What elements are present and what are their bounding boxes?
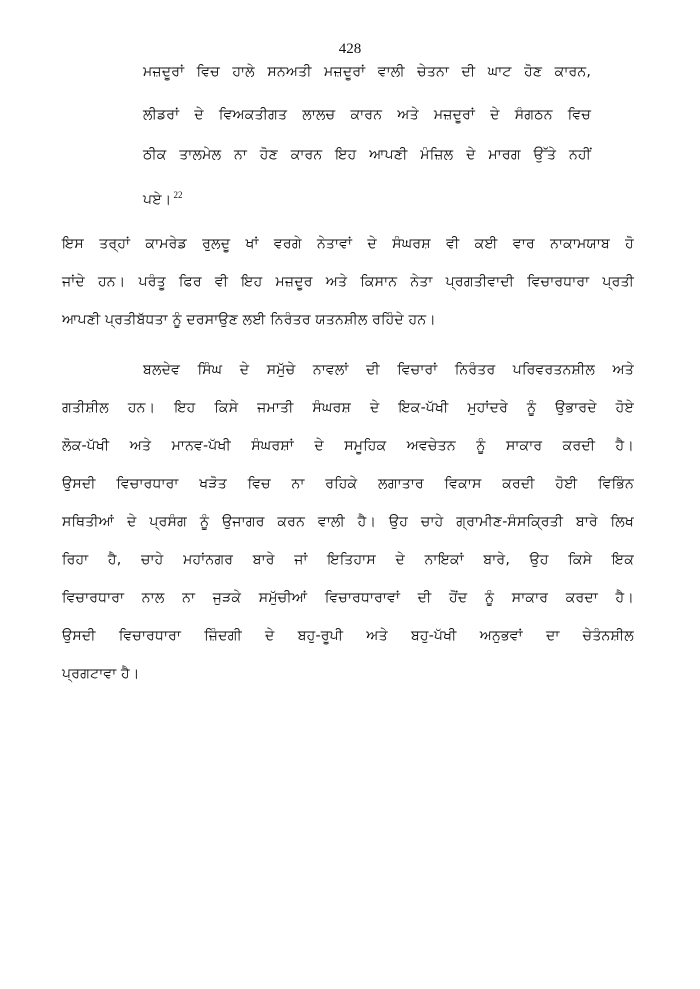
footnote-reference: 22 bbox=[173, 190, 183, 200]
paragraph-line: ਆਪਣੀ ਪ੍ਰਤੀਬੱਧਤਾ ਨੂੰ ਦਰਸਾਉਣ ਲਈ ਨਿਰੰਤਰ ਯਤਨਸ਼ੀਲ ਰਹਿੰਦੇ ਹਨ। bbox=[62, 312, 436, 328]
paragraph-line: ਵਿਚਾਰਧਾਰਾ ਨਾਲ ਨਾ ਜੁੜਕੇ ਸਮੁੱਚੀਆਂ ਵਿਚਾਰਧਾਰਾਵਾਂ ਦੀ ਹੋਂਦ ਨੂੰ ਸਾਕਾਰ ਕਰਦਾ ਹੈ। bbox=[62, 590, 634, 606]
paragraph-line: ਗਤੀਸ਼ੀਲ ਹਨ। ਇਹ ਕਿਸੇ ਜਮਾਤੀ ਸੰਘਰਸ਼ ਦੇ ਇਕ-ਪੱਖੀ ਮੁਹਾਂਦਰੇ ਨੂੰ ਉਭਾਰਦੇ ਹੋਏ bbox=[62, 400, 634, 416]
quote-line-text: ਪਏ। bbox=[143, 192, 172, 208]
paragraph-line: ਰਿਹਾ ਹੈ, ਚਾਹੇ ਮਹਾਂਨਗਰ ਬਾਰੇ ਜਾਂ ਇਤਿਹਾਸ ਦੇ ਨਾਇਕਾਂ ਬਾਰੇ, ਉਹ ਕਿਸੇ ਇਕ bbox=[62, 552, 634, 568]
paragraph-line: ਉਸਦੀ ਵਿਚਾਰਧਾਰਾ ਖੜੋਤ ਵਿਚ ਨਾ ਰਹਿਕੇ ਲਗਾਤਾਰ ਵਿਕਾਸ ਕਰਦੀ ਹੋਈ ਵਿਭਿੰਨ bbox=[62, 476, 634, 492]
quote-line-last bbox=[143, 185, 591, 210]
paragraph-line: ਬਲਦੇਵ ਸਿੰਘ ਦੇ ਸਮੁੱਚੇ ਨਾਵਲਾਂ ਦੀ ਵਿਚਾਰਾਂ ਨਿਰੰਤਰ ਪਰਿਵਰਤਨਸ਼ੀਲ ਅਤੇ bbox=[143, 362, 634, 378]
paragraph-line: ਜਾਂਦੇ ਹਨ। ਪਰੰਤੂ ਫਿਰ ਵੀ ਇਹ ਮਜ਼ਦੂਰ ਅਤੇ ਕਿਸਾਨ ਨੇਤਾ ਪ੍ਰਗਤੀਵਾਦੀ ਵਿਚਾਰਧਾਰਾ ਪ੍ਰਤੀ bbox=[62, 274, 634, 290]
paragraph-line: ਉਸਦੀ ਵਿਚਾਰਧਾਰਾ ਜ਼ਿੰਦਗੀ ਦੇ ਬਹੁ-ਰੂਪੀ ਅਤੇ ਬਹੁ-ਪੱਖੀ ਅਨੁਭਵਾਂ ਦਾ ਚੇਤੰਨਸ਼ੀਲ bbox=[62, 628, 634, 644]
page-number: 428 bbox=[338, 41, 362, 57]
paragraph-line: ਪ੍ਰਗਟਾਵਾ ਹੈ। bbox=[62, 666, 140, 682]
paragraph-line: ਸਥਿਤੀਆਂ ਦੇ ਪ੍ਰਸੰਗ ਨੂੰ ਉਜਾਗਰ ਕਰਨ ਵਾਲੀ ਹੈ। ਉਹ ਚਾਹੇ ਗ੍ਰਾਮੀਣ-ਸੰਸਕ੍ਰਿਤੀ ਬਾਰੇ ਲਿਖ bbox=[62, 514, 634, 530]
quote-line: ਮਜ਼ਦੂਰਾਂ ਵਿਚ ਹਾਲੇ ਸਨਅਤੀ ਮਜ਼ਦੂਰਾਂ ਵਾਲੀ ਚੇਤਨਾ ਦੀ ਘਾਟ ਹੋਣ ਕਾਰਨ, bbox=[143, 64, 591, 80]
quote-line: ਠੀਕ ਤਾਲਮੇਲ ਨਾ ਹੋਣ ਕਾਰਨ ਇਹ ਆਪਣੀ ਮੰਜ਼ਿਲ ਦੇ ਮਾਰਗ ਉੱਤੇ ਨਹੀਂ bbox=[143, 147, 591, 163]
quote-line: ਲੀਡਰਾਂ ਦੇ ਵਿਅਕਤੀਗਤ ਲਾਲਚ ਕਾਰਨ ਅਤੇ ਮਜ਼ਦੂਰਾਂ ਦੇ ਸੰਗਠਨ ਵਿਚ bbox=[143, 107, 591, 123]
paragraph-line: ਇਸ ਤਰ੍ਹਾਂ ਕਾਮਰੇਡ ਰੁਲਦੂ ਖਾਂ ਵਰਗੇ ਨੇਤਾਵਾਂ ਦੇ ਸੰਘਰਸ਼ ਵੀ ਕਈ ਵਾਰ ਨਾਕਾਮਯਾਬ ਹੋ bbox=[62, 236, 634, 252]
paragraph-line: ਲੋਕ-ਪੱਖੀ ਅਤੇ ਮਾਨਵ-ਪੱਖੀ ਸੰਘਰਸ਼ਾਂ ਦੇ ਸਮੂਹਿਕ ਅਵਚੇਤਨ ਨੂੰ ਸਾਕਾਰ ਕਰਦੀ ਹੈ। bbox=[62, 438, 634, 454]
